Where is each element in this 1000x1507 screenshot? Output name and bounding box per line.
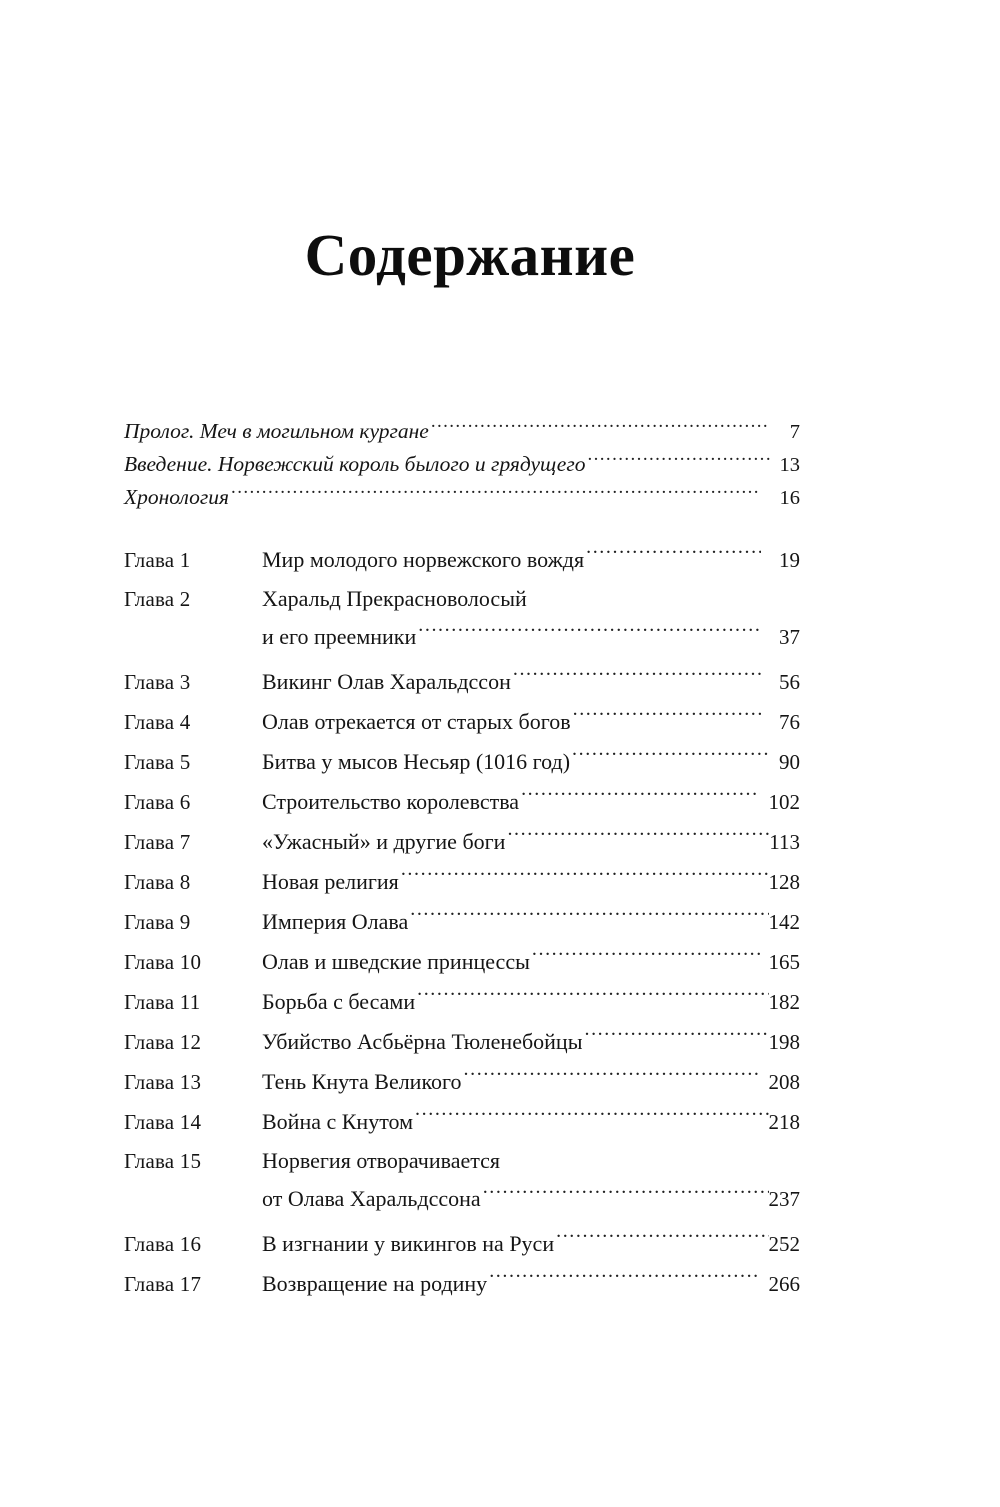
page-number: 16 [779, 487, 800, 509]
chapter-label: Глава 9 [124, 910, 191, 934]
entry-title: и его преемники [262, 624, 417, 649]
page-number: 13 [779, 454, 800, 476]
entry-title: Норвегия отворачивается [262, 1148, 501, 1173]
chapter-label: Глава 1 [124, 548, 191, 572]
chapter-label: Глава 15 [124, 1149, 202, 1173]
entry-title: Олав и шведские принцессы [262, 949, 530, 974]
toc-entry[interactable] [124, 415, 800, 448]
toc-entry[interactable] [124, 702, 800, 742]
toc-entry[interactable] [124, 1264, 800, 1304]
toc-entry[interactable] [124, 540, 800, 580]
toc-entry[interactable] [124, 1102, 800, 1142]
entry-title: «Ужасный» и другие боги [262, 829, 506, 854]
chapter-label: Глава 10 [124, 950, 202, 974]
chapter-label: Глава 17 [124, 1272, 202, 1296]
dot-leader [573, 707, 761, 729]
toc-entry[interactable] [124, 782, 800, 822]
dot-leader [556, 1229, 768, 1251]
entry-title: Хронология [124, 485, 230, 509]
chapter-label: Глава 16 [124, 1232, 202, 1256]
entry-title: В изгнании у викингов на Руси [262, 1231, 555, 1256]
entry-line-first [124, 1142, 800, 1180]
dot-leader [410, 907, 768, 929]
page-number: 19 [779, 548, 800, 572]
entry-title: от Олава Харальдссона [262, 1186, 481, 1211]
chapter-label: Глава 11 [124, 990, 201, 1014]
toc-entry[interactable] [124, 862, 800, 902]
toc-entry[interactable] [124, 982, 800, 1022]
entry-title: Пролог. Меч в могильном кургане [124, 419, 429, 443]
toc-entry[interactable] [124, 1022, 800, 1062]
entry-title: Харальд Прекрасноволосый [262, 586, 527, 611]
page-number: 102 [768, 790, 800, 814]
dot-leader [483, 1184, 769, 1206]
dot-leader [464, 1067, 760, 1089]
entry-title: Строительство королевства [262, 789, 520, 814]
entry-line-second [124, 1180, 800, 1218]
toc-entry[interactable] [124, 822, 800, 862]
page-number: 76 [779, 710, 800, 734]
dot-leader [572, 747, 770, 769]
toc-content [124, 415, 800, 1304]
toc-entry[interactable] [124, 902, 800, 942]
page-number: 165 [768, 950, 800, 974]
page-title: Содержание [304, 221, 636, 288]
dot-leader [401, 867, 769, 889]
page-number: 208 [768, 1070, 800, 1094]
page-number: 266 [768, 1272, 800, 1296]
toc-entry[interactable] [124, 1142, 800, 1218]
entry-title: Мир молодого норвежского вождя [262, 547, 585, 572]
chapter-label: Глава 14 [124, 1110, 202, 1134]
toc-entry[interactable] [124, 1224, 800, 1264]
toc-entry[interactable] [124, 742, 800, 782]
page-number: 252 [768, 1232, 800, 1256]
dot-leader [586, 545, 761, 567]
chapter-label: Глава 2 [124, 587, 191, 611]
dot-leader [418, 622, 761, 644]
chapter-label: Глава 4 [124, 710, 191, 734]
front-matter-list [124, 415, 800, 514]
chapter-label: Глава 13 [124, 1070, 202, 1094]
page-number: 237 [768, 1187, 800, 1211]
entry-title: Викинг Олав Харальдссон [262, 669, 511, 694]
dot-leader [431, 417, 770, 439]
dot-leader [417, 987, 768, 1009]
page-number: 90 [779, 750, 800, 774]
entry-title: Империя Олава [262, 909, 409, 934]
entry-title: Возвращение на родину [262, 1271, 488, 1296]
toc-entry[interactable] [124, 448, 800, 481]
dot-leader [231, 483, 761, 505]
chapter-label: Глава 6 [124, 790, 191, 814]
chapter-label: Глава 7 [124, 830, 191, 854]
dot-leader [521, 787, 759, 809]
entry-title: Убийство Асбьёрна Тюленебойцы [262, 1029, 583, 1054]
chapter-label: Глава 12 [124, 1030, 202, 1054]
page-number: 56 [779, 670, 800, 694]
dot-leader [507, 827, 769, 849]
page-number: 142 [768, 910, 800, 934]
entry-title: Борьба с бесами [262, 989, 416, 1014]
entry-title: Тень Кнута Великого [262, 1069, 462, 1094]
dot-leader [489, 1269, 759, 1291]
dot-leader [584, 1027, 768, 1049]
toc-entry[interactable] [124, 942, 800, 982]
entry-title: Введение. Норвежский король былого и грядущего [124, 452, 586, 476]
page-number: 7 [789, 421, 800, 443]
entry-line-first [124, 580, 800, 618]
page-number: 218 [768, 1110, 800, 1134]
toc-entry[interactable] [124, 481, 800, 514]
page-number: 128 [768, 870, 800, 894]
chapter-list [124, 540, 800, 1304]
dot-leader [415, 1107, 768, 1129]
dot-leader [532, 947, 760, 969]
toc-entry[interactable] [124, 662, 800, 702]
toc-entry[interactable] [124, 1062, 800, 1102]
chapter-label: Глава 5 [124, 750, 191, 774]
entry-title: Война с Кнутом [262, 1109, 414, 1134]
chapter-label: Глава 8 [124, 870, 191, 894]
page-number: 37 [779, 625, 800, 649]
page-number: 182 [768, 990, 800, 1014]
chapter-label: Глава 3 [124, 670, 191, 694]
entry-title: Олав отрекается от старых богов [262, 709, 571, 734]
entry-title: Новая религия [262, 869, 399, 894]
page-number: 113 [769, 830, 800, 854]
entry-line-second [124, 618, 800, 656]
dot-leader [513, 667, 761, 689]
page-number: 198 [768, 1030, 800, 1054]
entry-title: Битва у мысов Несьяр (1016 год) [262, 749, 571, 774]
toc-entry[interactable] [124, 580, 800, 656]
dot-leader [587, 450, 770, 472]
